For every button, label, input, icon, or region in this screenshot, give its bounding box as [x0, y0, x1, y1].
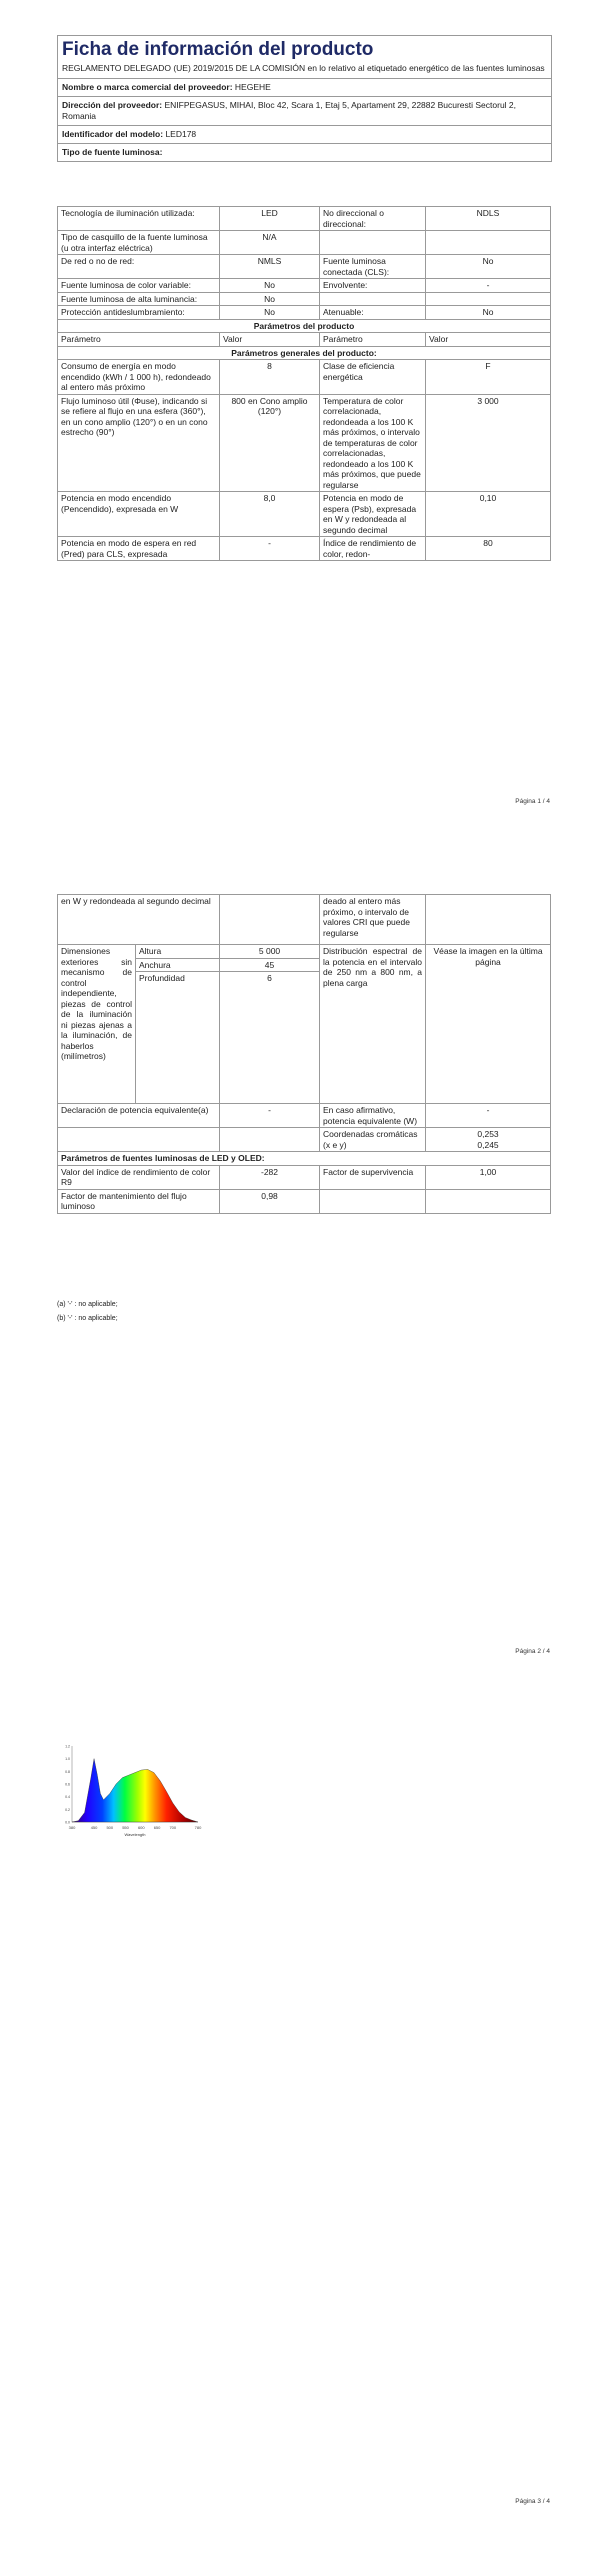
general-value: 800 en Cono amplio (120°)	[220, 394, 320, 492]
type-param: Tecnología de iluminación utilizada:	[58, 207, 220, 231]
type-row	[58, 292, 551, 306]
dim-label-height: Altura	[136, 945, 220, 959]
y-tick-label: 1.2	[65, 1744, 70, 1749]
type-row	[58, 231, 551, 255]
page-number: Página 1 / 4	[515, 798, 550, 805]
general-param: Clase de eficiencia energética	[320, 360, 426, 395]
section-led-params: Parámetros de fuentes luminosas de LED y OLED:	[58, 1152, 551, 1166]
type-value: -	[426, 279, 551, 293]
type-value	[426, 292, 551, 306]
equivalent-power-value: -	[426, 1104, 551, 1128]
general-value: 80	[426, 537, 551, 561]
type-param: Atenuable:	[320, 306, 426, 320]
x-tick-label: 700	[169, 1825, 177, 1830]
y-tick-label: 0.4	[65, 1795, 70, 1800]
x-axis-label: Wavelength	[124, 1832, 146, 1837]
y-tick-label: 0.8	[65, 1769, 70, 1774]
regulation-subtitle: REGLAMENTO DELEGADO (UE) 2019/2015 DE LA COMISIÓN en lo relativo al etiquetado energético de las fuentes luminosas	[58, 63, 551, 79]
type-param: Fuente luminosa de color variable:	[58, 279, 220, 293]
dim-label-width: Anchura	[136, 958, 220, 972]
page-number: Página 3 / 4	[515, 2498, 550, 2505]
general-value: F	[426, 360, 551, 395]
flux-maintenance-label: Factor de mantenimiento del flujo luminoso	[58, 1189, 220, 1213]
x-tick-label: 500	[106, 1825, 114, 1830]
chromaticity-y: 0,245	[477, 1139, 499, 1150]
general-param-row	[58, 360, 551, 395]
type-row: Tipo de fuente luminosa:	[58, 144, 551, 162]
x-tick-label: 600	[137, 1825, 145, 1830]
chromaticity-x: 0,253	[477, 1129, 499, 1139]
dim-label-depth: Profundidad	[136, 972, 220, 1104]
footnotes	[57, 1298, 118, 1326]
x-tick-label: 450	[90, 1825, 98, 1830]
general-param: Flujo luminoso útil (Φuse), indicando si se refiere al flujo en una esfera (360°), en un cono amplio (120°) o en un cono estrecho (90°)	[58, 394, 220, 492]
type-param: Protección antideslumbramiento:	[58, 306, 220, 320]
equivalent-power-declaration-label: Declaración de potencia equivalente(a)	[58, 1104, 220, 1128]
type-param: Envolvente:	[320, 279, 426, 293]
dim-value-height: 5 000	[220, 945, 320, 959]
type-param: De red o no de red:	[58, 255, 220, 279]
general-value: -	[220, 537, 320, 561]
continued-text-right: deado al entero más próximo, o intervalo de valores CRI que puede regularse	[320, 895, 426, 945]
spectral-distribution-label: Distribución espectral de la potencia en el intervalo de 250 nm a 800 nm, a plena carga	[320, 945, 426, 1104]
chromaticity-value	[426, 1128, 551, 1152]
spectrum-area	[72, 1759, 198, 1822]
page-title: Ficha de información del producto	[62, 39, 374, 60]
type-row	[58, 279, 551, 293]
general-param-row	[58, 537, 551, 561]
y-tick-label: 0.0	[65, 1820, 70, 1825]
equivalent-power-label: En caso afirmativo, potencia equivalente (W)	[320, 1104, 426, 1128]
brand-value: HEGEHE	[234, 82, 271, 92]
general-param: Potencia en modo de espera en red (Pred) para CLS, expresada	[58, 537, 220, 561]
general-value: 8,0	[220, 492, 320, 537]
y-tick-label: 1.0	[65, 1757, 70, 1762]
r9-label: Valor del índice de rendimiento de color R9	[58, 1165, 220, 1189]
equivalent-power-declaration-value: -	[220, 1104, 320, 1128]
chromaticity-label: Coordenadas cromáticas (x e y)	[320, 1128, 426, 1152]
general-value: 8	[220, 360, 320, 395]
model-value: LED178	[165, 129, 197, 139]
brand-row: Nombre o marca comercial del proveedor: HEGEHE	[58, 79, 551, 97]
type-value: NDLS	[426, 207, 551, 231]
general-param-row	[58, 492, 551, 537]
continued-text-left: en W y redondeada al segundo decimal	[58, 895, 220, 945]
general-param-row	[58, 394, 551, 492]
x-tick-label: 380	[68, 1825, 76, 1830]
type-value: N/A	[220, 231, 320, 255]
survival-factor-label: Factor de supervivencia	[320, 1165, 426, 1189]
type-value	[426, 231, 551, 255]
r9-value: -282	[220, 1165, 320, 1189]
spec-table	[57, 206, 551, 561]
type-row	[58, 207, 551, 231]
dim-value-depth: 6	[220, 972, 320, 1104]
type-value: No	[426, 306, 551, 320]
address-value: ENIFPEGASUS, MIHAI, Bloc 42, Scara 1, Etaj 5, Apartament 29, 22882 Bucuresti Sectorul 2, Romania	[62, 100, 517, 121]
type-value: No	[220, 306, 320, 320]
general-value: 0,10	[426, 492, 551, 537]
type-value: No	[220, 292, 320, 306]
page-number: Página 2 / 4	[515, 1648, 550, 1655]
section-product-params: Parámetros del producto	[58, 319, 551, 333]
type-value: NMLS	[220, 255, 320, 279]
document-header	[57, 35, 552, 162]
type-value: No	[220, 279, 320, 293]
type-param: Fuente luminosa de alta luminancia:	[58, 292, 220, 306]
dim-value-width: 45	[220, 958, 320, 972]
general-param: Índice de rendimiento de color, redon-	[320, 537, 426, 561]
flux-maintenance-value: 0,98	[220, 1189, 320, 1213]
survival-factor-value: 1,00	[426, 1165, 551, 1189]
x-tick-label: 650	[153, 1825, 161, 1830]
param-header-2: Parámetro	[320, 333, 426, 347]
footnote-a: (a) '-' : no aplicable;	[57, 1301, 118, 1308]
address-row: Dirección del proveedor: ENIFPEGASUS, MIHAI, Bloc 42, Scara 1, Etaj 5, Apartament 29, 22882 Bucuresti Sectorul 2, Romania	[58, 97, 551, 126]
general-param: Temperatura de color correlacionada, redondeada a los 100 K más próximos, o intervalo de temperaturas de color correlacionadas, redondeado a los 100 K más próximos, que puede regularse	[320, 394, 426, 492]
spec-table-continued	[57, 894, 551, 1214]
general-param: Potencia en modo de espera (Psb), expresada en W y redondeada al segundo decimal	[320, 492, 426, 537]
type-row	[58, 306, 551, 320]
spectral-distribution-chart	[58, 1740, 203, 1840]
general-param: Potencia en modo encendido (Pencendido), expresada en W	[58, 492, 220, 537]
footnote-b: (b) '-' : no aplicable;	[57, 1315, 118, 1322]
value-header-2: Valor	[426, 333, 551, 347]
general-param: Consumo de energía en modo encendido (kWh / 1 000 h), redondeado al entero más próximo	[58, 360, 220, 395]
dimensions-label: Dimensiones exteriores sin mecanismo de control independiente, piezas de control de la iluminación ni piezas ajenas a la iluminación, de haberlos (milímetros)	[58, 945, 136, 1104]
type-param	[320, 292, 426, 306]
type-param: Fuente luminosa conectada (CLS):	[320, 255, 426, 279]
page-2	[0, 840, 604, 1680]
x-tick-label: 780	[194, 1825, 202, 1830]
y-tick-label: 0.2	[65, 1807, 70, 1812]
param-header-1: Parámetro	[58, 333, 220, 347]
section-general-params: Parámetros generales del producto:	[58, 346, 551, 360]
spectral-distribution-value: Véase la imagen en la última página	[426, 945, 551, 1104]
y-tick-label: 0.6	[65, 1782, 70, 1787]
page-1	[0, 0, 604, 840]
x-tick-label: 550	[122, 1825, 129, 1830]
model-row: Identificador del modelo: LED178	[58, 126, 551, 144]
type-param: No direccional o direccional:	[320, 207, 426, 231]
type-param: Tipo de casquillo de la fuente luminosa (u otra interfaz eléctrica)	[58, 231, 220, 255]
type-value: LED	[220, 207, 320, 231]
type-param	[320, 231, 426, 255]
general-value: 3 000	[426, 394, 551, 492]
type-row	[58, 255, 551, 279]
value-header-1: Valor	[220, 333, 320, 347]
type-value: No	[426, 255, 551, 279]
